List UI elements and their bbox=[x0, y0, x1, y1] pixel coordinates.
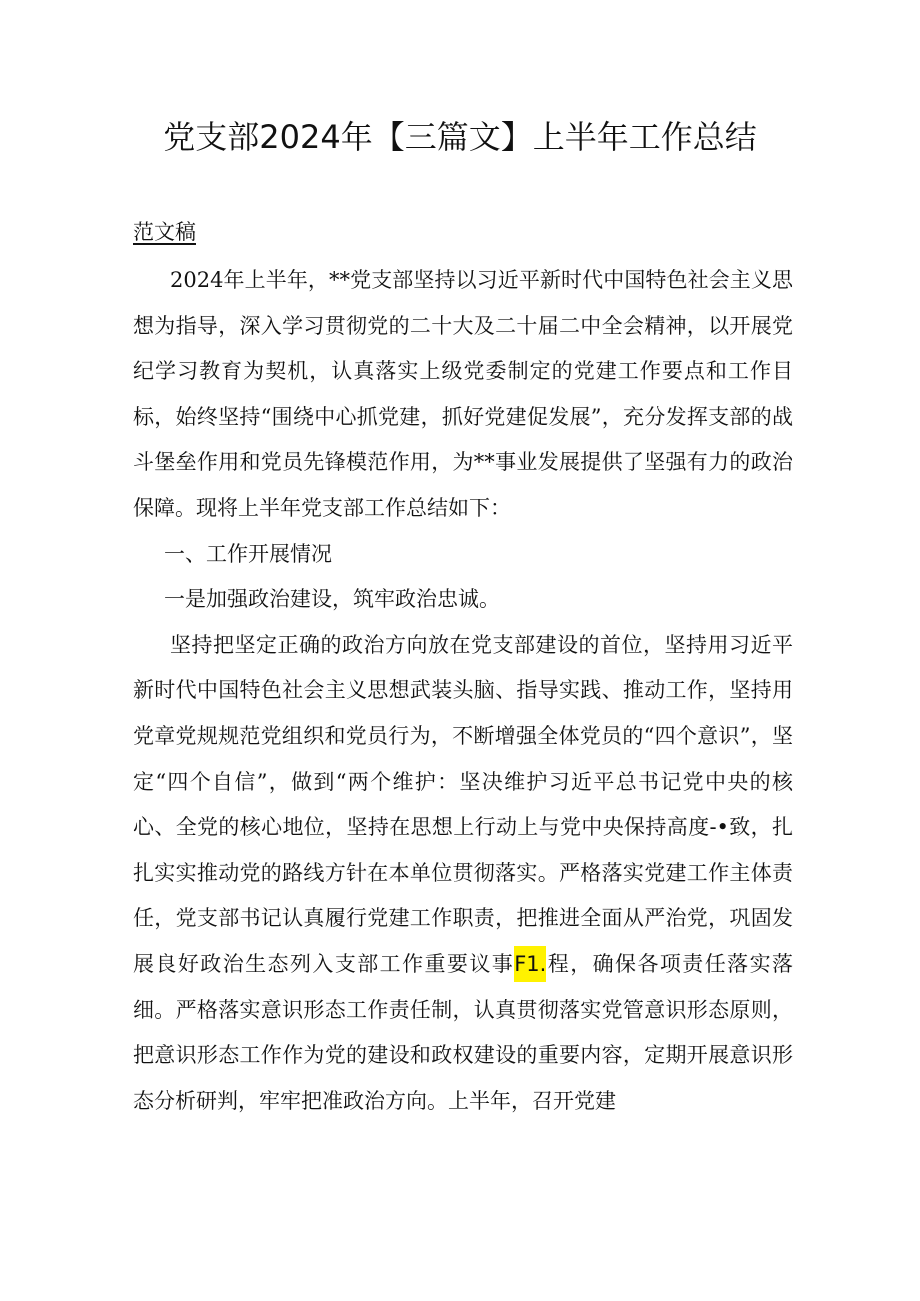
body-paragraph-text-end: 程，确保各项责任落实落细。严格落实意识形态工作责任制，认真贯彻落实党管意识形态原则，把意识形态工作作为党的建设和政权建设的重要内容，定期开展意识形态分析研判，牢牢把准政治方向。上半年，召开党建 bbox=[133, 951, 794, 1113]
section-heading: 一、工作开展情况 bbox=[164, 541, 332, 566]
subsection-heading: 一是加强政治建设，筑牢政治忠诚。 bbox=[164, 587, 500, 612]
body-paragraph bbox=[133, 623, 793, 1125]
highlighted-text: F1. bbox=[514, 946, 546, 982]
intro-paragraph: 2024年上半年，**党支部坚持以习近平新时代中国特色社会主义思想为指导，深入学习贯彻党的二十大及二十届二中全会精神，以开展党纪学习教育为契机，认真落实上级党委制定的党建工作要点和工作目标，始终坚持“围绕中心抓党建，抓好党建促发展”，充分发挥支部的战斗堡垒作用和党员先锋模范作用，为**事业发展提供了坚强有力的政治保障。现将上半年党支部工作总结如下： bbox=[133, 268, 793, 520]
document-subtitle: 范文稿 bbox=[133, 220, 196, 244]
document-body bbox=[133, 258, 793, 1124]
body-paragraph-text-start: 坚持把坚定正确的政治方向放在党支部建设的首位，坚持用习近平新时代中国特色社会主义思想武装头脑、指导实践、推动工作，坚持用党章党规规范党组织和党员行为，不断增强全体党员的“四个意识”，坚定“四个自信”，做到“两个维护：坚决维护习近平总书记党中央的核心、全党的核心地位，坚持在思想上行动上与党中央保持高度-•致，扎扎实实推动党的路线方针在本单位贯彻落实。严格落实党建工作主体责任，党支部书记认真履行党建工作职责，把推进全面从严治党，巩固发展良好政治生态列入支部工作重要议事 bbox=[133, 632, 793, 976]
document-title: 党支部2024年【三篇文】上半年工作总结 bbox=[163, 118, 757, 156]
